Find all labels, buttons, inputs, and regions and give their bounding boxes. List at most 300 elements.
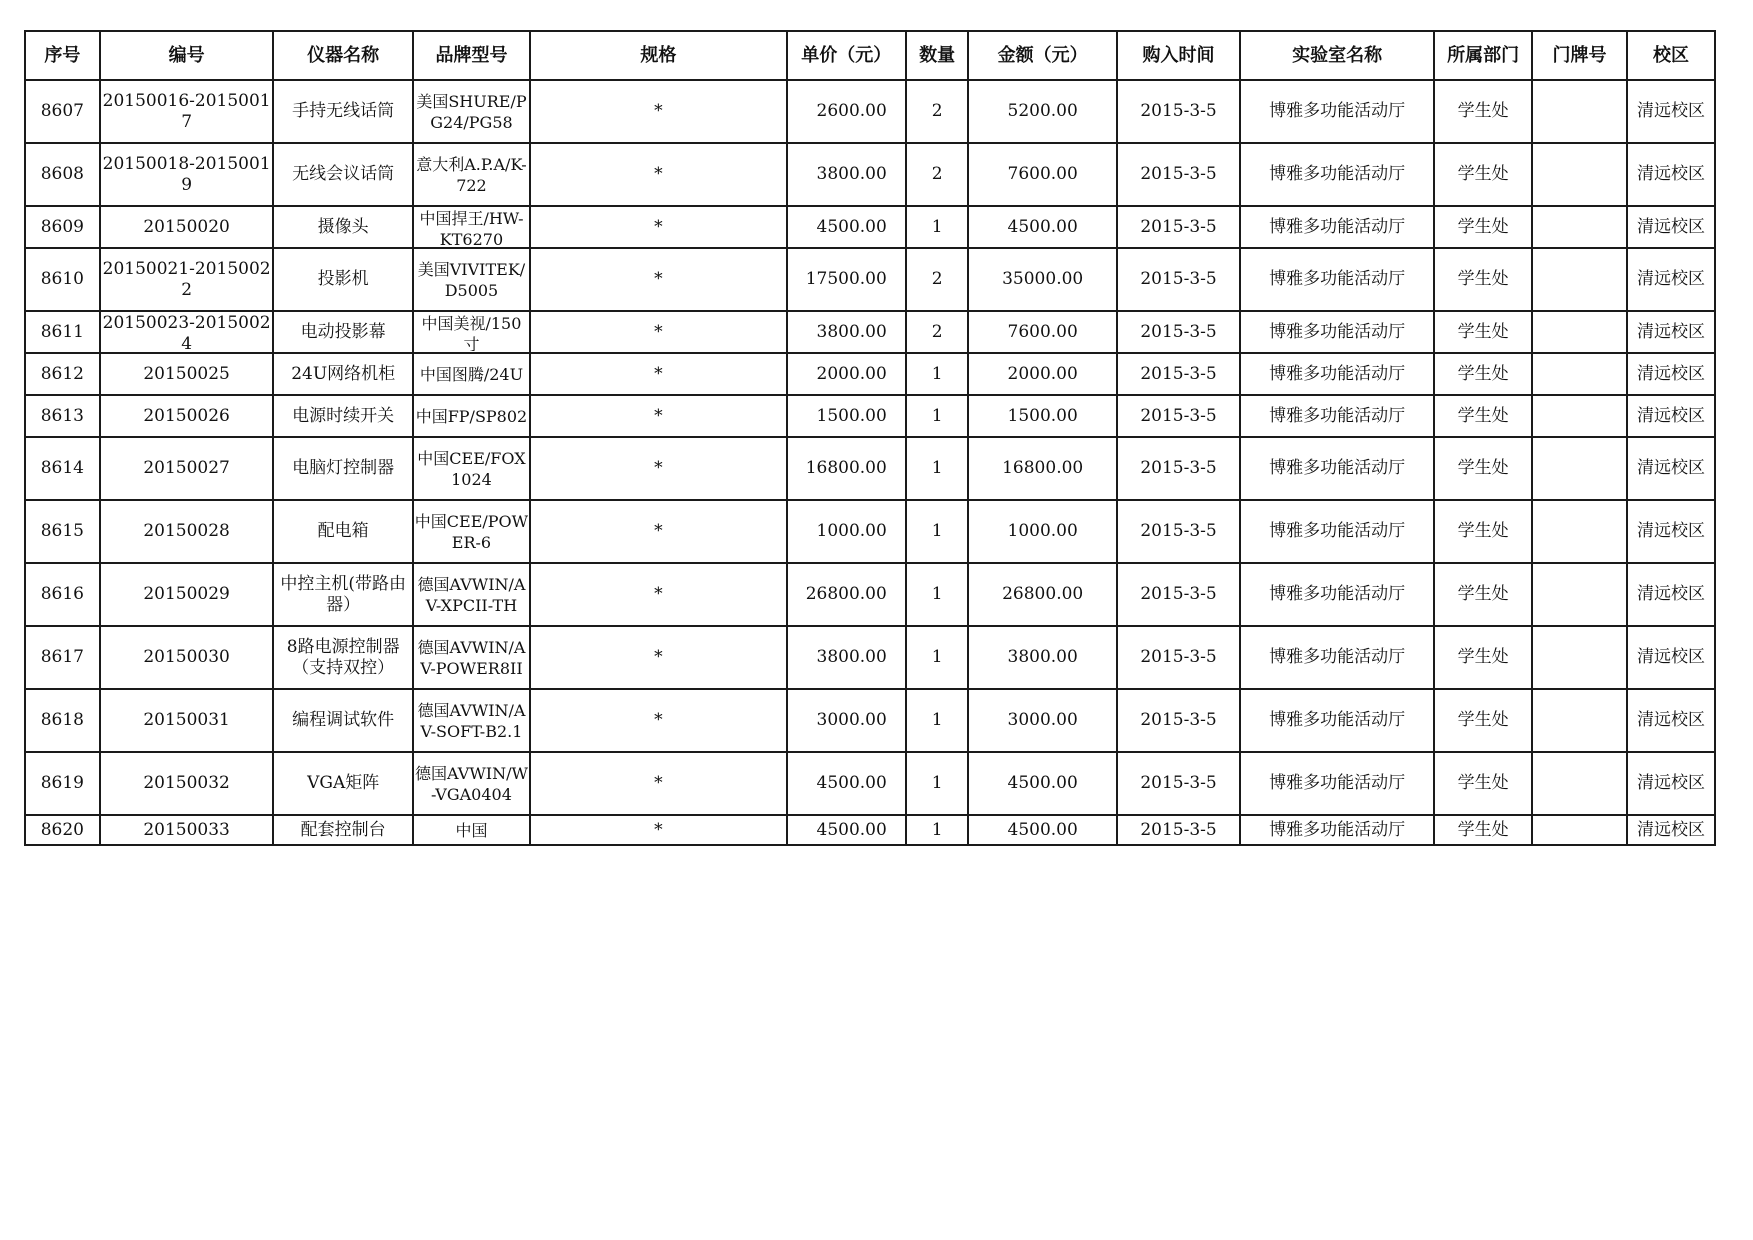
- cell-department-text: 学生处: [1457, 269, 1509, 289]
- cell-unit-price-text: 1500.00: [816, 405, 887, 426]
- table-row: [25, 752, 1715, 815]
- cell-seq: [25, 353, 100, 395]
- cell-department-text: 学生处: [1457, 405, 1509, 426]
- cell-instrument-name: [273, 563, 412, 626]
- cell-brand-model: [413, 395, 530, 437]
- cell-quantity-text: 1: [931, 647, 943, 667]
- cell-department-text: 学生处: [1457, 363, 1509, 384]
- cell-instrument-name-text: 中控主机(带路由器）: [280, 573, 406, 615]
- cell-amount-text: 2000.00: [1007, 363, 1078, 384]
- header-spec: 规格: [530, 31, 787, 80]
- cell-purchase-date-text: 2015-3-5: [1140, 405, 1217, 426]
- cell-quantity-text: 1: [931, 521, 943, 541]
- cell-code-text: 20150023-20150024: [102, 313, 271, 351]
- cell-purchase-date-text: 2015-3-5: [1140, 363, 1217, 384]
- cell-spec: [530, 206, 787, 248]
- cell-brand-model-text: 中国CEE/POWER-6: [414, 511, 529, 552]
- cell-department-text: 学生处: [1457, 216, 1509, 237]
- cell-department: [1434, 206, 1532, 248]
- cell-instrument-name-text: 8路电源控制器（支持双控）: [286, 636, 400, 678]
- cell-seq-text: 8620: [40, 819, 84, 840]
- cell-instrument-name-text: 配套控制台: [300, 819, 386, 840]
- cell-lab-name-text: 博雅多功能活动厅: [1269, 101, 1406, 121]
- cell-department-text: 学生处: [1457, 647, 1509, 667]
- cell-spec-text: *: [654, 216, 663, 237]
- cell-department: [1434, 563, 1532, 626]
- cell-amount-text: 4500.00: [1007, 216, 1078, 237]
- cell-lab-name: [1240, 815, 1434, 845]
- cell-unit-price-text: 1000.00: [816, 521, 887, 541]
- cell-lab-name-text: 博雅多功能活动厅: [1269, 773, 1406, 793]
- cell-seq: [25, 437, 100, 500]
- cell-campus: [1627, 248, 1715, 311]
- cell-seq-text: 8619: [40, 773, 84, 793]
- cell-seq-text: 8613: [40, 405, 84, 426]
- cell-quantity: [906, 563, 969, 626]
- cell-lab-name-text: 博雅多功能活动厅: [1269, 164, 1406, 184]
- cell-campus-text: 清远校区: [1637, 584, 1706, 604]
- cell-instrument-name: [273, 311, 412, 353]
- cell-room-number: [1532, 815, 1627, 845]
- cell-campus: [1627, 437, 1715, 500]
- header-seq: 序号: [25, 31, 100, 80]
- cell-seq: [25, 689, 100, 752]
- cell-brand-model: [413, 689, 530, 752]
- cell-brand-model-text: 中国捍王/HW-KT6270: [419, 209, 524, 246]
- cell-purchase-date: [1117, 626, 1240, 689]
- cell-amount-text: 7600.00: [1007, 321, 1078, 342]
- cell-spec-text: *: [654, 773, 663, 793]
- cell-amount: [968, 206, 1116, 248]
- cell-unit-price: [787, 500, 906, 563]
- cell-unit-price-text: 2000.00: [816, 363, 887, 384]
- cell-instrument-name-text: 电动投影幕: [300, 321, 386, 342]
- cell-lab-name-text: 博雅多功能活动厅: [1269, 216, 1406, 237]
- cell-amount-text: 5200.00: [1007, 101, 1078, 121]
- cell-unit-price: [787, 143, 906, 206]
- cell-amount: [968, 689, 1116, 752]
- cell-seq-text: 8608: [40, 164, 84, 184]
- cell-unit-price-text: 26800.00: [805, 584, 887, 604]
- cell-room-number: [1532, 689, 1627, 752]
- cell-unit-price: [787, 311, 906, 353]
- cell-unit-price-text: 3800.00: [816, 647, 887, 667]
- cell-room-number: [1532, 626, 1627, 689]
- cell-unit-price: [787, 815, 906, 845]
- cell-department: [1434, 395, 1532, 437]
- cell-campus: [1627, 206, 1715, 248]
- cell-seq-text: 8616: [40, 584, 84, 604]
- cell-code: [100, 353, 274, 395]
- cell-brand-model-text: 中国图腾/24U: [419, 364, 524, 384]
- cell-department: [1434, 353, 1532, 395]
- cell-department-text: 学生处: [1457, 521, 1509, 541]
- cell-purchase-date-text: 2015-3-5: [1140, 773, 1217, 793]
- cell-campus-text: 清远校区: [1637, 363, 1706, 384]
- equipment-table: [24, 30, 1716, 846]
- cell-unit-price: [787, 626, 906, 689]
- cell-room-number: [1532, 206, 1627, 248]
- table-row: [25, 500, 1715, 563]
- cell-amount: [968, 353, 1116, 395]
- cell-department-text: 学生处: [1457, 321, 1509, 342]
- cell-amount-text: 1000.00: [1007, 521, 1078, 541]
- cell-department: [1434, 500, 1532, 563]
- cell-instrument-name: [273, 752, 412, 815]
- cell-unit-price: [787, 248, 906, 311]
- table-row: [25, 626, 1715, 689]
- cell-amount: [968, 395, 1116, 437]
- cell-campus-text: 清远校区: [1637, 819, 1706, 840]
- cell-spec: [530, 752, 787, 815]
- table-row: [25, 80, 1715, 143]
- table-row: [25, 437, 1715, 500]
- cell-code: [100, 80, 274, 143]
- cell-campus: [1627, 752, 1715, 815]
- cell-code-text: 20150031: [143, 710, 230, 730]
- cell-unit-price-text: 3000.00: [816, 710, 887, 730]
- cell-lab-name-text: 博雅多功能活动厅: [1269, 458, 1406, 478]
- cell-quantity-text: 1: [931, 584, 943, 604]
- cell-purchase-date: [1117, 206, 1240, 248]
- cell-purchase-date: [1117, 353, 1240, 395]
- cell-spec: [530, 353, 787, 395]
- cell-unit-price-text: 4500.00: [816, 819, 887, 840]
- cell-room-number: [1532, 143, 1627, 206]
- cell-campus: [1627, 626, 1715, 689]
- cell-seq-text: 8607: [40, 101, 84, 121]
- cell-room-number: [1532, 563, 1627, 626]
- cell-spec-text: *: [654, 584, 663, 604]
- cell-spec: [530, 80, 787, 143]
- cell-code-text: 20150016-20150017: [102, 90, 271, 132]
- cell-quantity: [906, 353, 969, 395]
- header-brand-model: 品牌型号: [413, 31, 530, 80]
- cell-amount-text: 26800.00: [1002, 584, 1084, 604]
- cell-department: [1434, 689, 1532, 752]
- cell-instrument-name: [273, 206, 412, 248]
- cell-department-text: 学生处: [1457, 101, 1509, 121]
- cell-seq: [25, 206, 100, 248]
- cell-code-text: 20150021-20150022: [102, 258, 271, 300]
- cell-amount: [968, 563, 1116, 626]
- cell-spec-text: *: [654, 405, 663, 426]
- header-instrument-name: 仪器名称: [273, 31, 412, 80]
- cell-quantity-text: 1: [931, 405, 943, 426]
- cell-instrument-name-text: VGA矩阵: [307, 773, 380, 793]
- cell-lab-name: [1240, 437, 1434, 500]
- cell-spec: [530, 143, 787, 206]
- cell-campus-text: 清远校区: [1637, 458, 1706, 478]
- cell-purchase-date: [1117, 248, 1240, 311]
- cell-code: [100, 563, 274, 626]
- cell-instrument-name-text: 无线会议话筒: [292, 164, 395, 184]
- cell-code: [100, 752, 274, 815]
- cell-purchase-date-text: 2015-3-5: [1140, 819, 1217, 840]
- cell-amount-text: 35000.00: [1002, 269, 1084, 289]
- cell-quantity: [906, 815, 969, 845]
- cell-campus: [1627, 815, 1715, 845]
- cell-purchase-date-text: 2015-3-5: [1140, 710, 1217, 730]
- cell-campus: [1627, 80, 1715, 143]
- cell-spec: [530, 248, 787, 311]
- cell-room-number: [1532, 395, 1627, 437]
- cell-spec-text: *: [654, 458, 663, 478]
- cell-lab-name-text: 博雅多功能活动厅: [1269, 584, 1406, 604]
- cell-code: [100, 143, 274, 206]
- cell-seq: [25, 248, 100, 311]
- cell-code-text: 20150018-20150019: [102, 153, 271, 195]
- cell-lab-name: [1240, 248, 1434, 311]
- cell-seq: [25, 626, 100, 689]
- cell-room-number: [1532, 311, 1627, 353]
- cell-amount-text: 3800.00: [1007, 647, 1078, 667]
- cell-quantity: [906, 143, 969, 206]
- cell-seq-text: 8614: [40, 458, 84, 478]
- cell-amount-text: 4500.00: [1007, 819, 1078, 840]
- cell-lab-name-text: 博雅多功能活动厅: [1269, 269, 1406, 289]
- cell-purchase-date: [1117, 689, 1240, 752]
- cell-lab-name: [1240, 80, 1434, 143]
- cell-purchase-date-text: 2015-3-5: [1140, 269, 1217, 289]
- cell-unit-price: [787, 437, 906, 500]
- cell-purchase-date: [1117, 311, 1240, 353]
- cell-brand-model: [413, 311, 530, 353]
- cell-unit-price: [787, 689, 906, 752]
- cell-seq: [25, 311, 100, 353]
- cell-code: [100, 689, 274, 752]
- cell-department: [1434, 248, 1532, 311]
- table-body: [25, 80, 1715, 845]
- cell-purchase-date-text: 2015-3-5: [1140, 458, 1217, 478]
- cell-quantity: [906, 626, 969, 689]
- header-campus: 校区: [1627, 31, 1715, 80]
- cell-unit-price: [787, 563, 906, 626]
- cell-campus-text: 清远校区: [1637, 321, 1706, 342]
- cell-lab-name-text: 博雅多功能活动厅: [1269, 405, 1406, 426]
- cell-spec-text: *: [654, 521, 663, 541]
- cell-lab-name: [1240, 626, 1434, 689]
- cell-spec-text: *: [654, 164, 663, 184]
- cell-instrument-name: [273, 248, 412, 311]
- cell-lab-name-text: 博雅多功能活动厅: [1269, 819, 1406, 840]
- cell-purchase-date-text: 2015-3-5: [1140, 164, 1217, 184]
- cell-department-text: 学生处: [1457, 164, 1509, 184]
- cell-unit-price: [787, 353, 906, 395]
- cell-spec: [530, 500, 787, 563]
- cell-code-text: 20150032: [143, 773, 230, 793]
- cell-department: [1434, 143, 1532, 206]
- cell-code-text: 20150033: [143, 819, 230, 840]
- cell-department: [1434, 752, 1532, 815]
- cell-instrument-name: [273, 80, 412, 143]
- cell-code-text: 20150027: [143, 458, 230, 478]
- cell-instrument-name-text: 24U网络机柜: [291, 363, 396, 384]
- cell-brand-model-text: 德国AVWIN/AV-XPCII-TH: [417, 574, 526, 615]
- cell-spec-text: *: [654, 321, 663, 342]
- cell-brand-model-text: 中国FP/SP802: [415, 406, 528, 426]
- table-row: [25, 689, 1715, 752]
- table-row: [25, 248, 1715, 311]
- cell-spec: [530, 689, 787, 752]
- cell-amount: [968, 815, 1116, 845]
- cell-lab-name: [1240, 143, 1434, 206]
- cell-purchase-date-text: 2015-3-5: [1140, 321, 1217, 342]
- cell-purchase-date-text: 2015-3-5: [1140, 101, 1217, 121]
- cell-unit-price: [787, 80, 906, 143]
- cell-amount-text: 1500.00: [1007, 405, 1078, 426]
- cell-room-number: [1532, 752, 1627, 815]
- cell-brand-model-text: 德国AVWIN/AV-SOFT-B2.1: [417, 700, 526, 741]
- cell-code: [100, 500, 274, 563]
- cell-quantity-text: 2: [931, 321, 943, 342]
- header-code: 编号: [100, 31, 274, 80]
- cell-campus: [1627, 563, 1715, 626]
- cell-brand-model-text: 意大利A.P.A/K-722: [416, 154, 527, 195]
- cell-quantity-text: 1: [931, 710, 943, 730]
- header-room-number: 门牌号: [1532, 31, 1627, 80]
- cell-code: [100, 395, 274, 437]
- cell-department: [1434, 311, 1532, 353]
- cell-campus-text: 清远校区: [1637, 647, 1706, 667]
- header-row: [25, 31, 1715, 80]
- cell-spec: [530, 437, 787, 500]
- cell-amount: [968, 626, 1116, 689]
- cell-brand-model: [413, 500, 530, 563]
- cell-department-text: 学生处: [1457, 584, 1509, 604]
- cell-instrument-name: [273, 500, 412, 563]
- cell-campus-text: 清远校区: [1637, 101, 1706, 121]
- cell-amount-text: 16800.00: [1002, 458, 1084, 478]
- cell-quantity-text: 1: [931, 819, 943, 840]
- cell-department-text: 学生处: [1457, 819, 1509, 840]
- header-unit-price: 单价（元）: [787, 31, 906, 80]
- cell-code-text: 20150029: [143, 584, 230, 604]
- cell-brand-model-text: 中国CEE/FOX1024: [417, 448, 526, 489]
- cell-seq-text: 8615: [40, 521, 84, 541]
- cell-brand-model-text: 中国: [455, 820, 488, 840]
- cell-spec-text: *: [654, 269, 663, 289]
- cell-lab-name-text: 博雅多功能活动厅: [1269, 321, 1406, 342]
- cell-seq: [25, 395, 100, 437]
- cell-instrument-name: [273, 626, 412, 689]
- cell-brand-model: [413, 752, 530, 815]
- cell-instrument-name-text: 电脑灯控制器: [292, 458, 395, 478]
- cell-unit-price-text: 2600.00: [816, 101, 887, 121]
- cell-code: [100, 626, 274, 689]
- cell-purchase-date: [1117, 395, 1240, 437]
- header-amount: 金额（元）: [968, 31, 1116, 80]
- cell-spec-text: *: [654, 819, 663, 840]
- cell-seq-text: 8610: [40, 269, 84, 289]
- cell-code-text: 20150028: [143, 521, 230, 541]
- cell-unit-price-text: 16800.00: [805, 458, 887, 478]
- cell-instrument-name: [273, 353, 412, 395]
- cell-lab-name: [1240, 563, 1434, 626]
- cell-instrument-name-text: 电源时续开关: [292, 405, 395, 426]
- cell-unit-price-text: 3800.00: [816, 164, 887, 184]
- cell-unit-price-text: 4500.00: [816, 216, 887, 237]
- cell-purchase-date: [1117, 752, 1240, 815]
- cell-spec-text: *: [654, 710, 663, 730]
- cell-department: [1434, 626, 1532, 689]
- cell-spec: [530, 626, 787, 689]
- cell-purchase-date: [1117, 500, 1240, 563]
- cell-brand-model-text: 美国VIVITEK/D5005: [417, 259, 526, 300]
- cell-amount-text: 4500.00: [1007, 773, 1078, 793]
- cell-instrument-name: [273, 437, 412, 500]
- cell-quantity: [906, 80, 969, 143]
- cell-room-number: [1532, 353, 1627, 395]
- cell-code-text: 20150020: [143, 216, 230, 237]
- table-row: [25, 143, 1715, 206]
- cell-lab-name: [1240, 500, 1434, 563]
- cell-seq: [25, 815, 100, 845]
- cell-lab-name: [1240, 353, 1434, 395]
- cell-room-number: [1532, 437, 1627, 500]
- cell-spec-text: *: [654, 363, 663, 384]
- cell-campus-text: 清远校区: [1637, 773, 1706, 793]
- cell-campus-text: 清远校区: [1637, 164, 1706, 184]
- cell-department-text: 学生处: [1457, 710, 1509, 730]
- cell-brand-model: [413, 206, 530, 248]
- header-purchase-date: 购入时间: [1117, 31, 1240, 80]
- header-department: 所属部门: [1434, 31, 1532, 80]
- cell-spec: [530, 395, 787, 437]
- cell-amount: [968, 500, 1116, 563]
- cell-quantity: [906, 395, 969, 437]
- cell-amount: [968, 80, 1116, 143]
- header-lab-name: 实验室名称: [1240, 31, 1434, 80]
- cell-quantity-text: 1: [931, 773, 943, 793]
- cell-lab-name: [1240, 395, 1434, 437]
- cell-purchase-date: [1117, 80, 1240, 143]
- cell-spec: [530, 311, 787, 353]
- cell-unit-price: [787, 395, 906, 437]
- cell-code: [100, 311, 274, 353]
- cell-quantity: [906, 248, 969, 311]
- cell-campus: [1627, 689, 1715, 752]
- cell-instrument-name-text: 投影机: [317, 269, 369, 289]
- cell-amount: [968, 248, 1116, 311]
- cell-brand-model-text: 德国AVWIN/W-VGA0404: [415, 763, 528, 804]
- cell-campus-text: 清远校区: [1637, 405, 1706, 426]
- cell-lab-name: [1240, 311, 1434, 353]
- table-row: [25, 311, 1715, 353]
- cell-quantity: [906, 500, 969, 563]
- cell-purchase-date-text: 2015-3-5: [1140, 647, 1217, 667]
- cell-purchase-date: [1117, 437, 1240, 500]
- cell-seq: [25, 143, 100, 206]
- cell-code: [100, 248, 274, 311]
- cell-department: [1434, 437, 1532, 500]
- cell-instrument-name: [273, 395, 412, 437]
- cell-code: [100, 815, 274, 845]
- cell-instrument-name-text: 配电箱: [317, 521, 369, 541]
- cell-campus: [1627, 395, 1715, 437]
- cell-brand-model: [413, 626, 530, 689]
- cell-seq-text: 8609: [40, 216, 84, 237]
- cell-campus: [1627, 500, 1715, 563]
- cell-unit-price-text: 17500.00: [805, 269, 887, 289]
- cell-lab-name-text: 博雅多功能活动厅: [1269, 647, 1406, 667]
- table-row: [25, 563, 1715, 626]
- cell-seq: [25, 500, 100, 563]
- cell-brand-model: [413, 353, 530, 395]
- cell-quantity: [906, 689, 969, 752]
- cell-campus: [1627, 143, 1715, 206]
- cell-room-number: [1532, 248, 1627, 311]
